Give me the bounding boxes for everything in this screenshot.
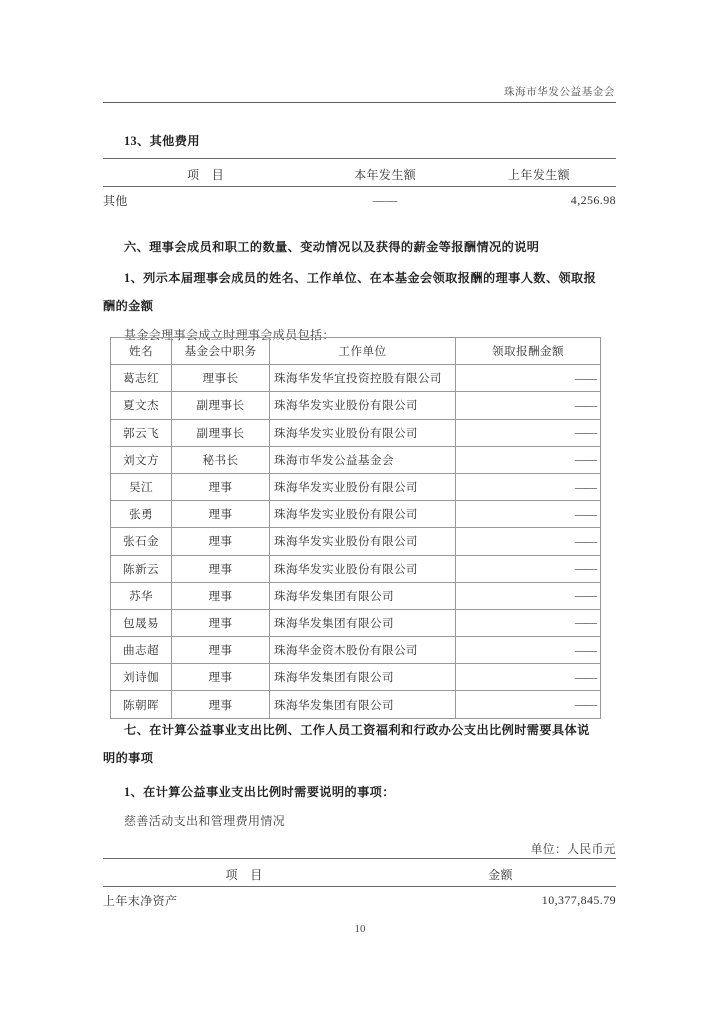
cell-role: 理事 <box>172 555 270 582</box>
cell-organization: 珠海华发集团有限公司 <box>270 582 456 609</box>
section-13-heading: 13、其他费用 <box>124 134 200 148</box>
cell-role: 理事 <box>172 473 270 500</box>
cell-role: 副理事长 <box>172 419 270 446</box>
cell-name: 刘诗伽 <box>111 664 172 691</box>
cell-name: 曲志超 <box>111 637 172 664</box>
cell-remuneration-value: —— <box>574 371 596 385</box>
cell-remuneration-value: —— <box>574 562 596 576</box>
cell-remuneration <box>456 555 601 582</box>
board-table-intro: 基金会理事会成立时理事会成员包括： <box>124 328 335 342</box>
cell-role: 理事 <box>172 691 270 718</box>
cell-remuneration <box>456 446 601 473</box>
section-7-sub1: 1、在计算公益事业支出比例时需要说明的事项： <box>124 785 395 799</box>
cell-remuneration <box>456 473 601 500</box>
table-row <box>111 582 601 609</box>
currency-unit-note: 单位：人民币元 <box>530 842 616 856</box>
cell-name: 张石金 <box>111 528 172 555</box>
cell-role: 理事长 <box>172 365 270 392</box>
cell-remuneration-value: —— <box>574 616 596 630</box>
board-members-table <box>110 337 601 719</box>
cell-name: 陈新云 <box>111 555 172 582</box>
cell-remuneration-value: —— <box>574 426 596 440</box>
cell-role: 理事 <box>172 664 270 691</box>
cell-item: 其他 <box>103 193 128 208</box>
running-header <box>103 86 616 103</box>
cell-remuneration <box>456 582 601 609</box>
cell-item: 上年末净资产 <box>103 893 178 908</box>
cell-remuneration <box>456 501 601 528</box>
table-row <box>111 555 601 582</box>
cell-remuneration <box>456 664 601 691</box>
table-row <box>111 609 601 636</box>
page-number: 10 <box>354 923 366 935</box>
section-7-note: 慈善活动支出和管理费用情况 <box>124 814 286 828</box>
cell-organization: 珠海华金资木股份有限公司 <box>270 637 456 664</box>
cell-name: 葛志红 <box>111 365 172 392</box>
column-header-organization: 工作单位 <box>270 338 456 365</box>
table-row <box>111 419 601 446</box>
table-header-row <box>103 859 616 887</box>
cell-organization: 珠海华发实业股份有限公司 <box>270 555 456 582</box>
cell-organization: 珠海华发实业股份有限公司 <box>270 501 456 528</box>
cell-organization: 珠海华发实业股份有限公司 <box>270 473 456 500</box>
table-row <box>111 528 601 555</box>
cell-remuneration-value: —— <box>574 398 596 412</box>
cell-remuneration <box>456 691 601 718</box>
net-assets-table <box>103 858 616 913</box>
section-7-heading-line2: 明的事项 <box>103 751 154 765</box>
cell-remuneration <box>456 392 601 419</box>
cell-name: 夏文杰 <box>111 392 172 419</box>
table-row <box>111 473 601 500</box>
cell-role: 理事 <box>172 609 270 636</box>
cell-organization: 珠海华发实业股份有限公司 <box>270 528 456 555</box>
cell-remuneration-value: —— <box>574 698 596 712</box>
cell-name: 苏华 <box>111 582 172 609</box>
table-row <box>103 887 616 914</box>
cell-role: 理事 <box>172 528 270 555</box>
table-row <box>111 664 601 691</box>
cell-remuneration-value: —— <box>574 589 596 603</box>
cell-remuneration-value: —— <box>574 507 596 521</box>
table-header-row <box>103 159 616 187</box>
cell-remuneration-value: —— <box>574 453 596 467</box>
table-row <box>111 691 601 718</box>
cell-organization: 珠海华发实业股份有限公司 <box>270 392 456 419</box>
cell-remuneration-value: —— <box>574 643 596 657</box>
cell-remuneration-value: —— <box>574 670 596 684</box>
column-header-name: 姓名 <box>111 338 172 365</box>
cell-organization: 珠海华发集团有限公司 <box>270 609 456 636</box>
cell-remuneration <box>456 609 601 636</box>
column-header-remuneration: 领取报酬金额 <box>456 338 601 365</box>
board-members-body <box>111 365 601 718</box>
table-row <box>111 392 601 419</box>
cell-name: 吴江 <box>111 473 172 500</box>
cell-role: 理事 <box>172 501 270 528</box>
table-header-row <box>111 338 601 365</box>
section-7-heading-line1: 七、在计算公益事业支出比例、工作人员工资福利和行政办公支出比例时需要具体说 <box>124 723 590 737</box>
cell-remuneration <box>456 419 601 446</box>
cell-organization: 珠海华发集团有限公司 <box>270 691 456 718</box>
cell-role: 副理事长 <box>172 392 270 419</box>
cell-amount: 10,377,845.79 <box>541 892 616 907</box>
cell-prior-year: 4,256.98 <box>570 192 616 207</box>
cell-role: 理事 <box>172 637 270 664</box>
cell-role: 理事 <box>172 582 270 609</box>
column-header-amount: 金额 <box>385 859 616 887</box>
cell-remuneration <box>456 365 601 392</box>
cell-name: 陈朝晖 <box>111 691 172 718</box>
cell-name: 张勇 <box>111 501 172 528</box>
cell-organization: 珠海华发集团有限公司 <box>270 664 456 691</box>
header-org-name: 珠海市华发公益基金会 <box>504 87 615 98</box>
column-header-current-year: 本年发生额 <box>308 159 462 187</box>
cell-organization: 珠海华发实业股份有限公司 <box>270 419 456 446</box>
cell-name: 郭云飞 <box>111 419 172 446</box>
header-rule <box>103 102 616 103</box>
cell-name: 包晟易 <box>111 609 172 636</box>
section-6-heading: 六、理事会成员和职工的数量、变动情况以及获得的薪金等报酬情况的说明 <box>124 240 540 254</box>
table-row <box>111 446 601 473</box>
column-header-prior-year: 上年发生额 <box>462 159 616 187</box>
table-row <box>111 365 601 392</box>
table-row <box>103 187 616 214</box>
column-header-item: 项 目 <box>103 159 308 187</box>
section-6-sub1-line2: 酬的金额 <box>103 299 154 313</box>
cell-organization: 珠海市华发公益基金会 <box>270 446 456 473</box>
cell-organization: 珠海华发华宜投资控股有限公司 <box>270 365 456 392</box>
cell-role: 秘书长 <box>172 446 270 473</box>
cell-remuneration <box>456 528 601 555</box>
cell-remuneration <box>456 637 601 664</box>
other-expenses-table <box>103 158 616 213</box>
column-header-item: 项 目 <box>103 859 385 887</box>
table-row <box>111 637 601 664</box>
cell-remuneration-value: —— <box>574 534 596 548</box>
table-row <box>111 501 601 528</box>
cell-name: 刘文方 <box>111 446 172 473</box>
section-6-sub1-line1: 1、列示本届理事会成员的姓名、工作单位、在本基金会领取报酬的理事人数、领取报 <box>124 271 597 285</box>
cell-current-year: —— <box>372 192 398 207</box>
column-header-role: 基金会中职务 <box>172 338 270 365</box>
cell-remuneration-value: —— <box>574 480 596 494</box>
